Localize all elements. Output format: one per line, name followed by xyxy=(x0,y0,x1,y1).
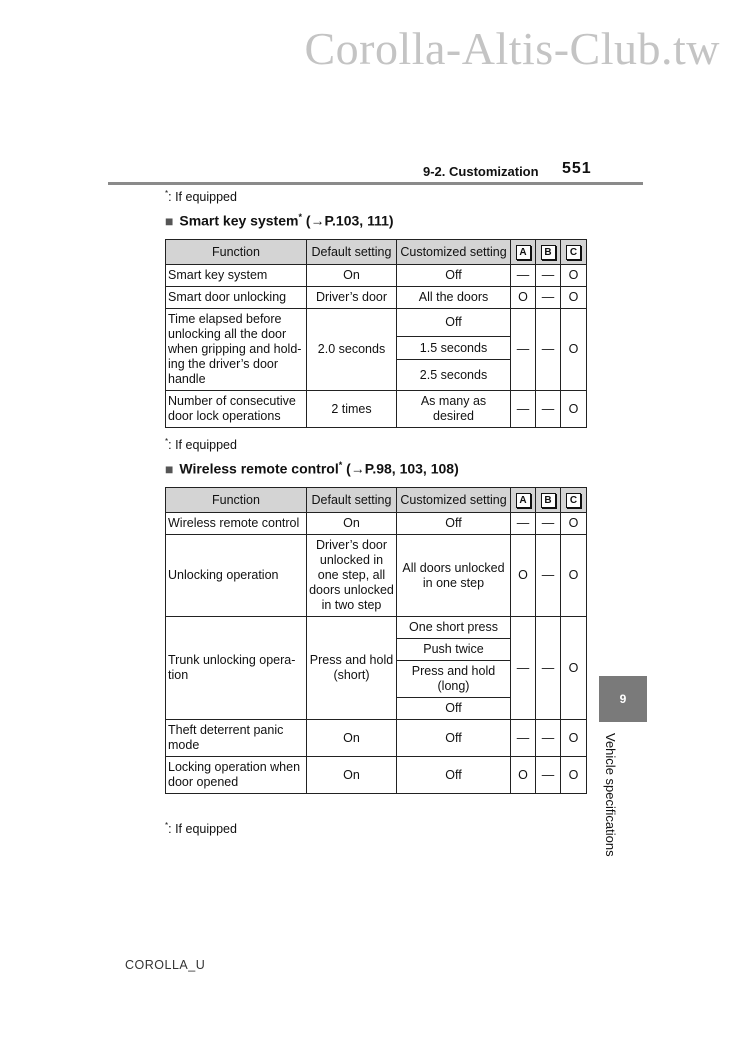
col-default: Default setting xyxy=(307,488,397,513)
table-subrow: 2.5 seconds xyxy=(166,360,587,391)
badge-b: B xyxy=(541,493,556,508)
col-function: Function xyxy=(166,488,307,513)
table-row: Smart door unlocking Driver’s door All the doors O — O xyxy=(166,287,587,309)
col-c xyxy=(561,240,587,265)
table-row: Theft deterrent panic mode On Off — — O xyxy=(166,720,587,757)
col-a xyxy=(511,240,536,265)
wireless-remote-table xyxy=(165,487,587,794)
table-row: Trunk unlocking opera-tion Press and hold (short) One short press — — O xyxy=(166,617,587,639)
bullet-square-icon: ■ xyxy=(165,460,174,477)
table-subrow: 1.5 seconds xyxy=(166,337,587,360)
badge-b: B xyxy=(541,245,556,260)
table-row: Number of consecutive door lock operations 2 times As many as desired — — O xyxy=(166,391,587,428)
chapter-label: Vehicle specifications xyxy=(603,733,618,857)
table-header-row xyxy=(166,240,587,265)
col-function: Function xyxy=(166,240,307,265)
footnote-if-equipped: *: If equipped xyxy=(165,437,237,453)
page-reference: (→P.103, 111) xyxy=(301,212,394,229)
page-reference: (→P.98, 103, 108) xyxy=(342,460,459,477)
footnote-if-equipped: *: If equipped xyxy=(165,189,237,205)
bullet-square-icon: ■ xyxy=(165,212,174,229)
section-header: 9-2. Customization xyxy=(423,164,539,179)
badge-c: C xyxy=(566,493,581,508)
table-subrow: Off xyxy=(166,698,587,720)
smart-key-table xyxy=(165,239,587,428)
table-subrow: Press and hold (long) xyxy=(166,661,587,698)
col-default: Default setting xyxy=(307,240,397,265)
badge-c: C xyxy=(566,245,581,260)
col-b xyxy=(536,240,561,265)
table-subrow: Push twice xyxy=(166,639,587,661)
table-header-row xyxy=(166,488,587,513)
table-row: Unlocking operation Driver’s door unlocked in one step, all doors unlocked in two step All doors unlocked in one step O — O xyxy=(166,535,587,617)
table-row: Locking operation when door opened On Off O — O xyxy=(166,757,587,794)
section-title-smart-key: ■ Smart key system* (→P.103, 111) xyxy=(165,212,394,229)
footnote-if-equipped: *: If equipped xyxy=(165,821,237,837)
chapter-tab: 9 xyxy=(599,676,647,722)
header-rule xyxy=(108,182,643,185)
table-row: Smart key system On Off — — O xyxy=(166,265,587,287)
col-b xyxy=(536,488,561,513)
col-custom: Customized setting xyxy=(397,240,511,265)
table-row: Wireless remote control On Off — — O xyxy=(166,513,587,535)
col-c xyxy=(561,488,587,513)
col-a xyxy=(511,488,536,513)
section-title-wireless-remote: ■ Wireless remote control* (→P.98, 103, 108) xyxy=(165,460,459,477)
footer-model: COROLLA_U xyxy=(125,958,206,972)
col-custom: Customized setting xyxy=(397,488,511,513)
badge-a: A xyxy=(516,493,531,508)
watermark: Corolla-Altis-Club.tw xyxy=(304,23,720,74)
badge-a: A xyxy=(516,245,531,260)
page-number: 551 xyxy=(562,160,592,177)
table-row: Time elapsed before unlocking all the door when gripping and hold-ing the driver’s door handle 2.0 seconds Off — — O xyxy=(166,309,587,337)
